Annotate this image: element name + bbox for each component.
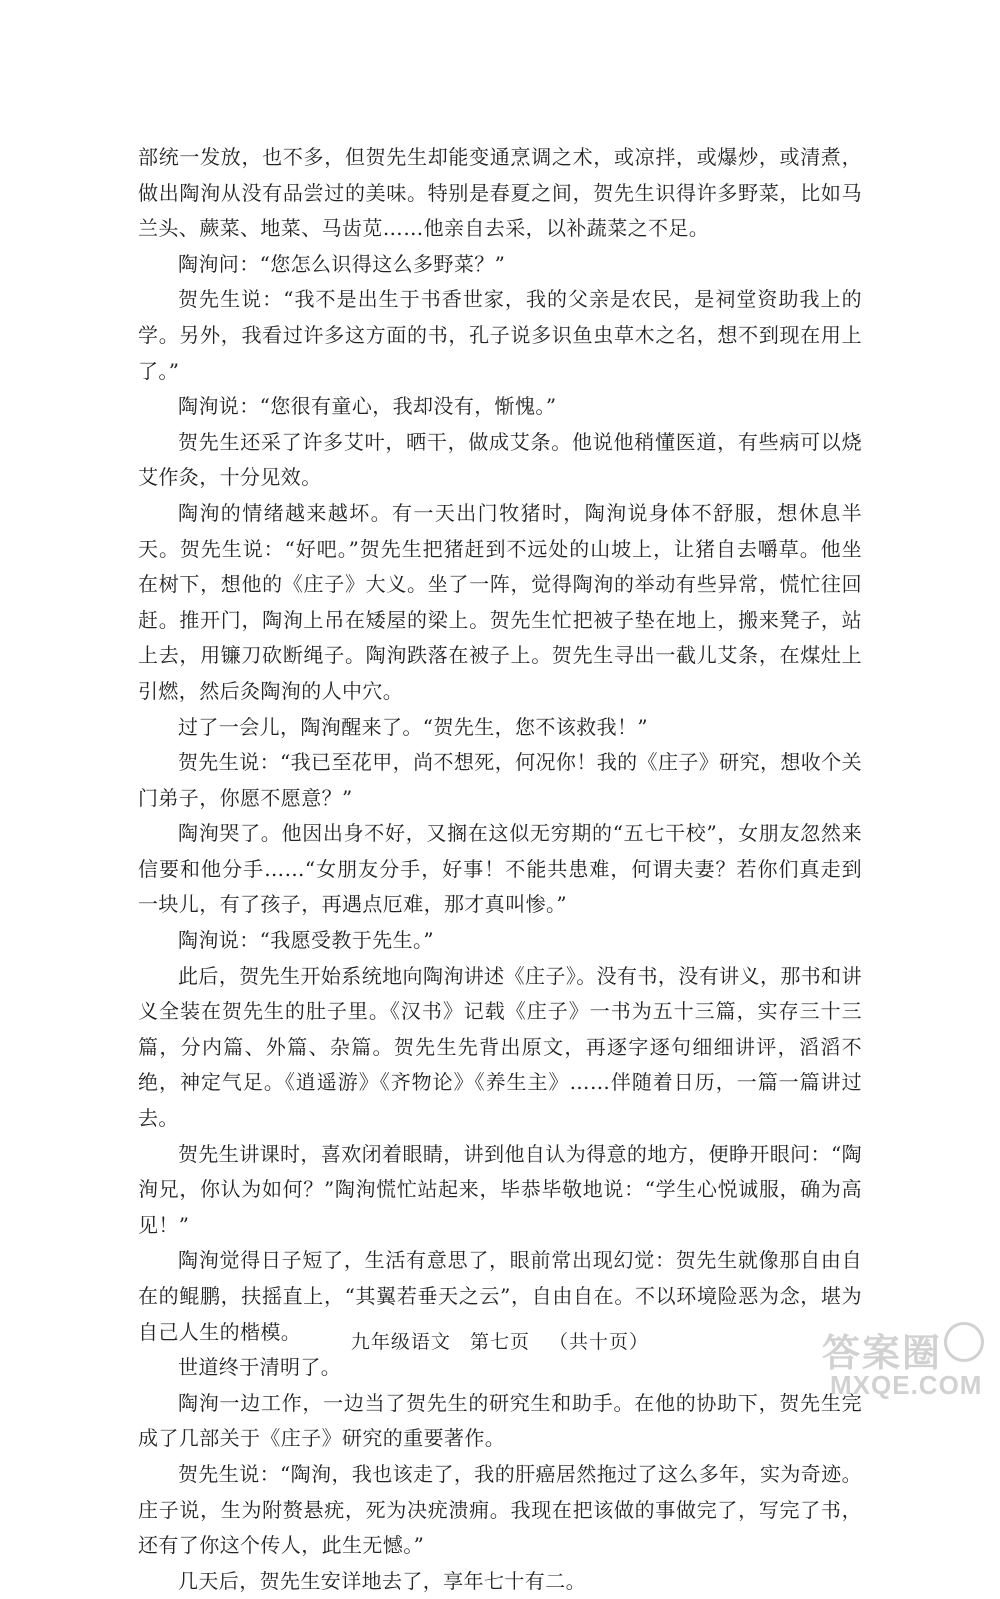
paragraph-7: 过了一会儿，陶洵醒来了。“贺先生，您不该救我！” (178, 714, 649, 739)
footer-total-pages: （共十页） (549, 1331, 650, 1353)
paragraph-12: 贺先生讲课时，喜欢闭着眼睛，讲到他自认为得意的地方，便睁开眼问：“陶洵兄，你认为如何？”陶洵慌忙站起来，毕恭毕敬地说：“学生心悦诚服，确为高见！” (138, 1141, 862, 1237)
paragraph-3: 贺先生说：“我不是出生于书香世家，我的父亲是农民，是祠堂资助我上的学。另外，我看过许多这方面的书，孔子说多识鱼虫草木之名，想不到现在用上了。” (138, 287, 862, 383)
watermark-text: 答案圈 (822, 1331, 943, 1375)
paragraph-2: 陶洵问：“您怎么识得这么多野菜？” (178, 251, 506, 276)
paragraph-6: 陶洵的情绪越来越坏。有一天出门牧猪时，陶洵说身体不舒服，想休息半天。贺先生说：“好吧。”贺先生把猪赶到不远处的山坡上，让猪自去嚼草。他坐在树下，想他的《庄子》大义。坐了一阵，觉得陶洵的举动有些异常，慌忙往回赶。推开门，陶洵上吊在矮屋的梁上。贺先生忙把被子垫在地上，搬来凳子，站上去，用镰刀砍断绳子。陶洵跌落在被子上。贺先生寻出一截儿艾条，在煤灶上引燃，然后灸陶洵的人中穴。 (138, 500, 862, 703)
watermark-url: MXQE.COM (830, 1370, 983, 1400)
paragraph-16: 贺先生说：“陶洵，我也该走了，我的肝癌居然拖过了这么多年，实为奇迹。庄子说，生为附赘悬疣，死为决疣溃痈。我现在把该做的事做完了，写完了书，还有了你这个传人，此生无憾。” (138, 1461, 862, 1558)
paragraph-5: 贺先生还采了许多艾叶，晒干，做成艾条。他说他稍懂医道，有些病可以烧艾作灸，十分见效。 (138, 429, 862, 490)
paragraph-9: 陶洵哭了。他因出身不好，又搁在这似无穷期的“五七干校”，女朋友忽然来信要和他分手……“女朋友分手，好事！不能共患难，何谓夫妻？若你们真走到一块儿，有了孩子，再遇点厄难，那才真叫惨。” (138, 821, 862, 917)
paragraph-10: 陶洵说：“我愿受教于先生。” (178, 928, 435, 953)
paragraph-15: 陶洵一边工作，一边当了贺先生的研究生和助手。在他的协助下，贺先生完成了几部关于《庄子》研究的重要著作。 (138, 1390, 862, 1451)
watermark-logo (822, 1322, 992, 1404)
paragraph-4: 陶洵说：“您很有童心，我却没有，惭愧。” (178, 394, 557, 419)
paragraph-14: 世道终于清明了。 (178, 1355, 342, 1380)
paragraph-11: 此后，贺先生开始系统地向陶洵讲述《庄子》。没有书，没有讲义，那书和讲义全装在贺先生的肚子里。《汉书》记载《庄子》一书为五十三篇，实存三十三篇，分内篇、外篇、杂篇。贺先生先背出原文，再逐字逐句细细讲评，滔滔不绝，神定气足。《逍遥游》《齐物论》《养生主》……伴随着日历，一篇一篇讲过去。 (138, 963, 862, 1131)
footer-page-number: 第七页 (469, 1331, 530, 1353)
paragraph-1: 部统一发放，也不多，但贺先生却能变通烹调之术，或凉拌，或爆炒，或清煮，做出陶洵从没有品尝过的美味。特别是春夏之间，贺先生识得许多野菜，比如马兰头、蕨菜、地菜、马齿苋……他亲自去采，以补蔬菜之不足。 (138, 145, 862, 241)
footer-subject: 九年级语文 (350, 1331, 451, 1353)
article-body (138, 140, 862, 1599)
paragraph-17: 几天后，贺先生安详地去了，享年七十有二。 (178, 1568, 586, 1593)
watermark-circle-icon (944, 1322, 984, 1362)
paragraph-13: 陶洵觉得日子短了，生活有意思了，眼前常出现幻觉：贺先生就像那自由自在的鲲鹏，扶摇直上，“其翼若垂天之云”，自由自在。不以环境险恶为念，堪为自己人生的楷模。 (138, 1248, 862, 1344)
paragraph-8: 贺先生说：“我已至花甲，尚不想死，何况你！我的《庄子》研究，想收个关门弟子，你愿不愿意？” (138, 750, 862, 810)
